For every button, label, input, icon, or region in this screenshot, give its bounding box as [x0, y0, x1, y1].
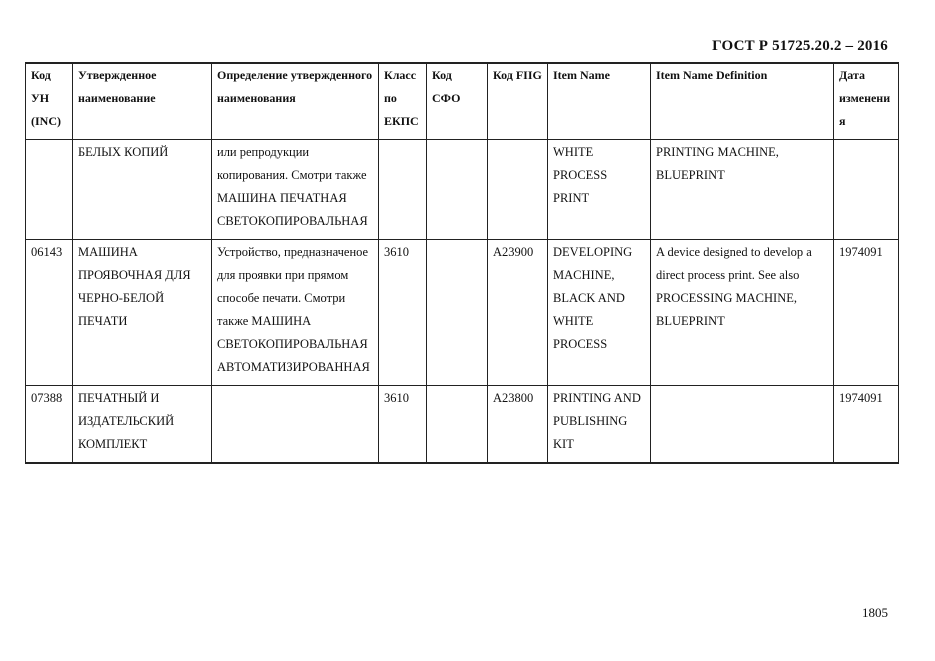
cell-approved-name: МАШИНА ПРОЯВОЧНАЯ ДЛЯ ЧЕРНО-БЕЛОЙ ПЕЧАТИ	[73, 240, 212, 386]
cell-sfo	[427, 386, 488, 464]
document-header: ГОСТ Р 51725.20.2 – 2016	[712, 38, 888, 54]
table-row	[26, 240, 899, 386]
cell-class	[379, 140, 427, 240]
page-number: 1805	[862, 605, 888, 620]
column-header-sfo: Код СФО	[427, 63, 488, 140]
cell-definition: Устройство, предназначеное для проявки при прямом способе печати. Смотри также МАШИНА СВЕТОКОПИРОВАЛЬНАЯ АВТОМАТИЗИРОВАННАЯ	[212, 240, 379, 386]
cell-approved-name: ПЕЧАТНЫЙ И ИЗДАТЕЛЬСКИЙ КОМПЛЕКТ	[73, 386, 212, 464]
cell-inc: 06143	[26, 240, 73, 386]
cell-date	[834, 140, 899, 240]
cell-item-name: PRINTING AND PUBLISHING KIT	[548, 386, 651, 464]
column-header-date: Дата изменения	[834, 63, 899, 140]
cell-fiig	[488, 140, 548, 240]
cell-fiig: A23900	[488, 240, 548, 386]
column-header-definition: Определение утвержденного наименования	[212, 63, 379, 140]
column-header-fiig: Код FIIG	[488, 63, 548, 140]
cell-class: 3610	[379, 386, 427, 464]
column-header-class: Класс по ЕКПС	[379, 63, 427, 140]
cell-definition	[212, 386, 379, 464]
cell-date: 1974091	[834, 240, 899, 386]
cell-sfo	[427, 240, 488, 386]
cell-sfo	[427, 140, 488, 240]
column-header-item-name: Item Name	[548, 63, 651, 140]
cell-inc	[26, 140, 73, 240]
cell-item-definition: PRINTING MACHINE, BLUEPRINT	[651, 140, 834, 240]
cell-definition: или репродукции копирования. Смотри также МАШИНА ПЕЧАТНАЯ СВЕТОКОПИРОВАЛЬНАЯ	[212, 140, 379, 240]
cell-date: 1974091	[834, 386, 899, 464]
cell-item-name: DEVELOPING MACHINE, BLACK AND WHITE PROCESS	[548, 240, 651, 386]
column-header-approved-name: Утвержденное наименование	[73, 63, 212, 140]
cell-approved-name: БЕЛЫХ КОПИЙ	[73, 140, 212, 240]
cell-item-definition	[651, 386, 834, 464]
table-header-row	[26, 63, 899, 140]
cell-class: 3610	[379, 240, 427, 386]
column-header-item-definition: Item Name Definition	[651, 63, 834, 140]
table-row	[26, 140, 899, 240]
catalog-table	[25, 62, 899, 464]
column-header-inc: Код УН (INC)	[26, 63, 73, 140]
cell-fiig: A23800	[488, 386, 548, 464]
cell-item-definition: A device designed to develop a direct process print. See also PROCESSING MACHINE, BLUEPRINT	[651, 240, 834, 386]
table-row	[26, 386, 899, 464]
cell-inc: 07388	[26, 386, 73, 464]
cell-item-name: WHITE PROCESS PRINT	[548, 140, 651, 240]
